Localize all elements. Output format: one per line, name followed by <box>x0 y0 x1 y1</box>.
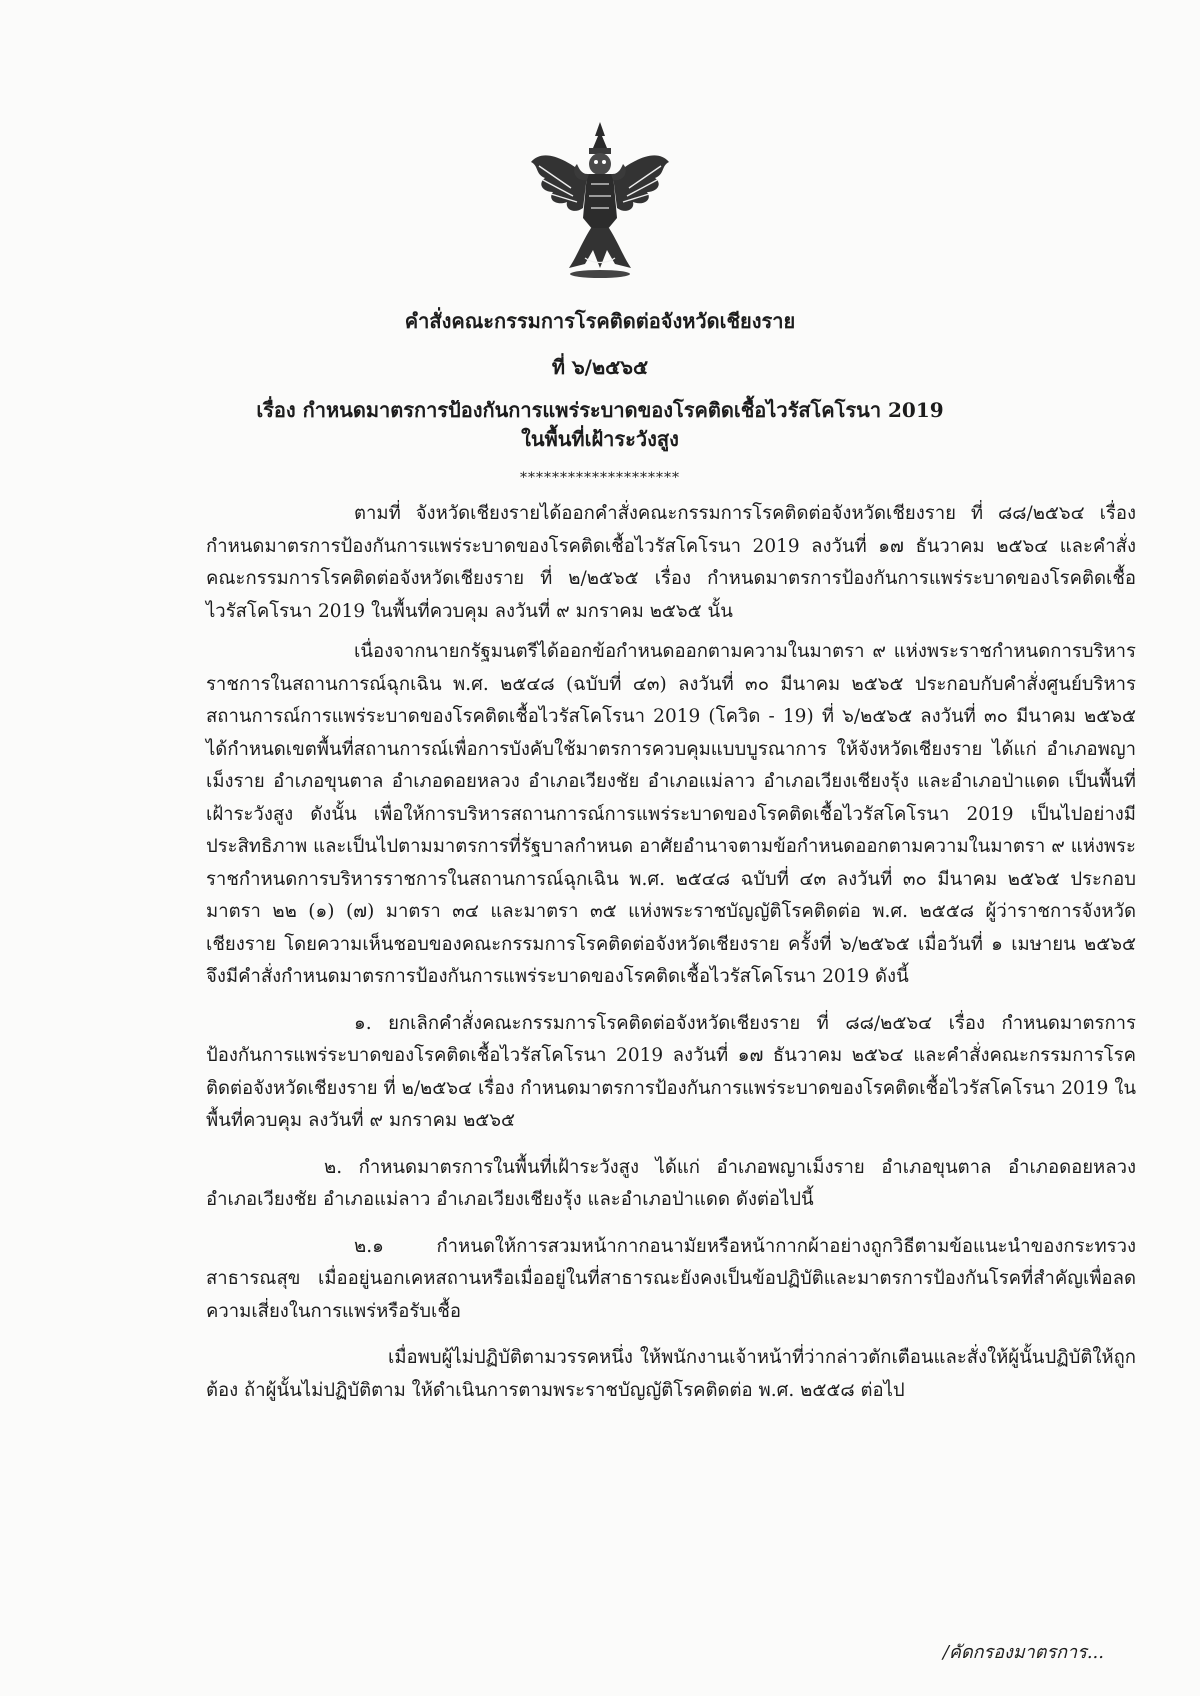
order-subject: เรื่อง กำหนดมาตรการป้องกันการแพร่ระบาดของโรคติดเชื้อไวรัสโคโรนา 2019 <box>256 398 944 422</box>
paragraph-clause-2-1: ๒.๑ กำหนดให้การสวมหน้ากากอนามัยหรือหน้ากากผ้าอย่างถูกวิธีตามข้อแนะนำของกระทรวงสาธารณสุข เมื่ออยู่นอกเคหสถานหรือเมื่ออยู่ในที่สาธารณะยังคงเป็นข้อปฏิบัติและมาตรการป้องกันโรคที่สำคัญเพื่อลดความเสี่ยงในการแพร่หรือรับเชื้อ <box>206 1235 1136 1322</box>
paragraph-reason: เนื่องจากนายกรัฐมนตรีได้ออกข้อกำหนดออกตามความในมาตรา ๙ แห่งพระราชกำหนดการบริหารราชการในสถานการณ์ฉุกเฉิน พ.ศ. ๒๕๔๘ (ฉบับที่ ๔๓) ลงวันที่ ๓๐ มีนาคม ๒๕๖๕ ประกอบกับคำสั่งศูนย์บริหารสถานการณ์การแพร่ระบาดของโรคติดเชื้อไวรัสโคโรนา 2019 (โควิด - 19) ที่ ๖/๒๕๖๕ ลงวันที่ ๓๐ มีนาคม ๒๕๖๕ ได้กำหนดเขตพื้นที่สถานการณ์เพื่อการบังคับใช้มาตรการควบคุมแบบบูรณาการ ให้จังหวัดเชียงราย ได้แก่ อำเภอพญาเม็งราย อำเภอขุนตาล อำเภอดอยหลวง อำเภอเวียงชัย อำเภอแม่ลาว อำเภอเวียงเชียงรุ้ง และอำเภอป่าแดด เป็นพื้นที่เฝ้าระวังสูง ดังนั้น เพื่อให้การบริหารสถานการณ์การแพร่ระบาดของโรคติดเชื้อไวรัสโคโรนา 2019 เป็นไปอย่างมีประสิทธิภาพ และเป็นไปตามมาตรการที่รัฐบาลกำหนด อาศัยอำนาจตามข้อกำหนดออกตามความในมาตรา ๙ แห่งพระราชกำหนดการบริหารราชการในสถานการณ์ฉุกเฉิน พ.ศ. ๒๕๔๘ ฉบับที่ ๔๓ ลงวันที่ ๓๐ มีนาคม ๒๕๖๕ ประกอบมาตรา ๒๒ (๑) (๗) มาตรา ๓๔ และมาตรา ๓๕ แห่งพระราชบัญญัติโรคติดต่อ พ.ศ. ๒๕๕๘ ผู้ว่าราชการจังหวัดเชียงราย โดยความเห็นชอบของคณะกรรมการโรคติดต่อจังหวัดเชียงราย ครั้งที่ ๖/๒๕๖๕ เมื่อวันที่ ๑ เมษายน ๒๕๖๕ จึงมีคำสั่งกำหนดมาตรการป้องกันการแพร่ระบาดของโรคติดเชื้อไวรัสโคโรนา 2019 ดังนี้ <box>206 641 1136 987</box>
order-title: คำสั่งคณะกรรมการโรคติดต่อจังหวัดเชียงราย <box>404 309 796 333</box>
paragraph-background: ตามที่ จังหวัดเชียงรายได้ออกคำสั่งคณะกรรมการโรคติดต่อจังหวัดเชียงราย ที่ ๘๘/๒๕๖๔ เรื่อง กำหนดมาตรการป้องกันการแพร่ระบาดของโรคติดเชื้อไวรัสโคโรนา 2019 ลงวันที่ ๑๗ ธันวาคม ๒๕๖๔ และคำสั่งคณะกรรมการโรคติดต่อจังหวัดเชียงราย ที่ ๒/๒๕๖๕ เรื่อง กำหนดมาตรการป้องกันการแพร่ระบาดของโรคติดเชื้อไวรัสโคโรนา 2019 ในพื้นที่ควบคุม ลงวันที่ ๙ มกราคม ๒๕๖๕ นั้น <box>206 503 1136 622</box>
paragraph-clause-2: ๒. กำหนดมาตรการในพื้นที่เฝ้าระวังสูง ได้แก่ อำเภอพญาเม็งราย อำเภอขุนตาล อำเภอดอยหลวง อำเภอเวียงชัย อำเภอแม่ลาว อำเภอเวียงเชียงรุ้ง และอำเภอป่าแดด ดังต่อไปนี้ <box>206 1156 1136 1210</box>
order-body <box>206 498 1136 1407</box>
order-subject-continuation: ในพื้นที่เฝ้าระวังสูง <box>521 427 679 451</box>
paragraph-enforcement: เมื่อพบผู้ไม่ปฏิบัติตามวรรคหนึ่ง ให้พนักงานเจ้าหน้าที่ว่ากล่าวตักเตือนและสั่งให้ผู้นั้นปฏิบัติให้ถูกต้อง ถ้าผู้นั้นไม่ปฏิบัติตาม ให้ดำเนินการตามพระราชบัญญัติโรคติดต่อ พ.ศ. ๒๕๕๘ ต่อไป <box>206 1347 1136 1401</box>
garuda-emblem-icon <box>525 118 675 280</box>
order-number: ที่ ๖/๒๕๖๕ <box>551 355 649 379</box>
divider-stars: ******************** <box>520 470 680 486</box>
paragraph-clause-1: ๑. ยกเลิกคำสั่งคณะกรรมการโรคติดต่อจังหวัดเชียงราย ที่ ๘๘/๒๕๖๔ เรื่อง กำหนดมาตรการป้องกันการแพร่ระบาดของโรคติดเชื้อไวรัสโคโรนา 2019 ลงวันที่ ๑๗ ธันวาคม ๒๕๖๔ และคำสั่งคณะกรรมการโรคติดต่อจังหวัดเชียงราย ที่ ๒/๒๕๖๔ เรื่อง กำหนดมาตรการป้องกันการแพร่ระบาดของโรคติดเชื้อไวรัสโคโรนา 2019 ในพื้นที่ควบคุม ลงวันที่ ๙ มกราคม ๒๕๖๕ <box>206 1012 1136 1131</box>
continuation-marker: /คัดกรองมาตรการ... <box>942 1642 1104 1663</box>
